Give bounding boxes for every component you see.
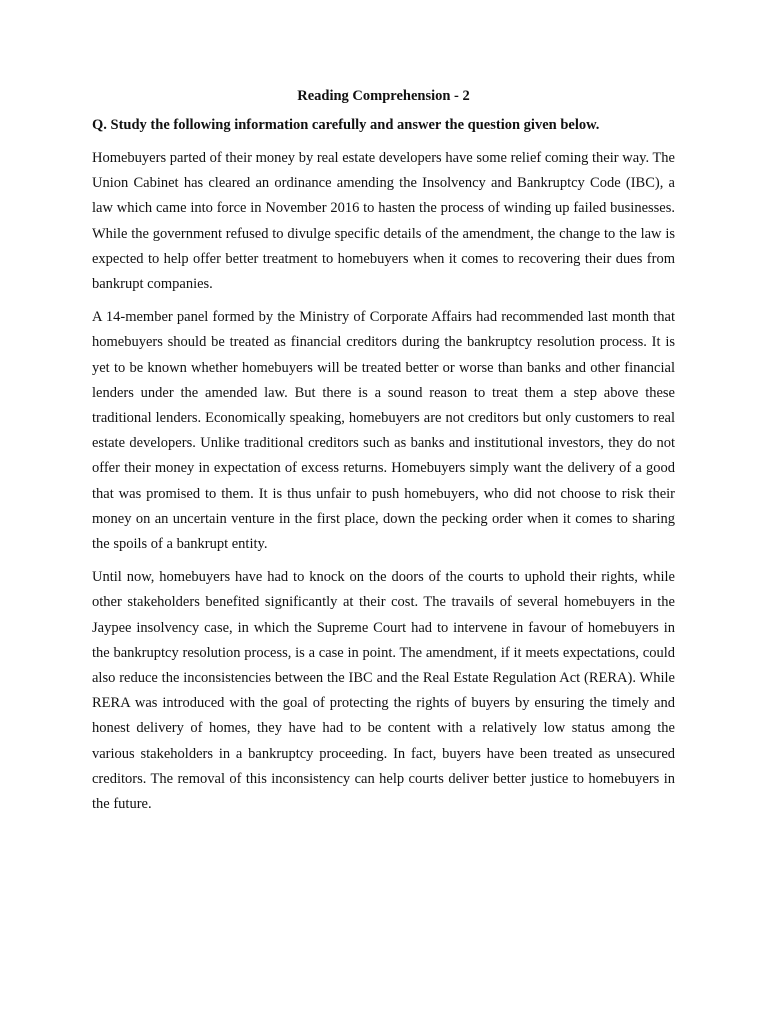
paragraph-1: Homebuyers parted of their money by real estate developers have some relief coming their way. The Union Cabinet has cleared an ordinance amending the Insolvency and Bankruptcy Code (IBC), a law which came into force in November 2016 to hasten the process of winding up failed businesses. While the government refused to divulge specific details of the amendment, the change to the law is expected to help offer better treatment to homebuyers when it comes to recovering their dues from bankrupt companies. xyxy=(92,150,675,293)
document-page xyxy=(92,86,675,825)
question-prompt: Q. Study the following information carefully and answer the question given below. xyxy=(92,117,600,133)
paragraph-3: Until now, homebuyers have had to knock on the doors of the courts to uphold their rights, while other stakeholders benefited significantly at their cost. The travails of several homebuyers in the Jaypee insolvency case, in which the Supreme Court had to intervene in favour of homebuyers in the bankruptcy resolution process, is a case in point. The amendment, if it meets expectations, could also reduce the inconsistencies between the IBC and the Real Estate Regulation Act (RERA). While RERA was introduced with the goal of protecting the rights of buyers by ensuring the timely and honest delivery of homes, they have had to be content with a relatively low status among the various stakeholders in a bankruptcy proceeding. In fact, buyers have been treated as unsecured creditors. The removal of this inconsistency can help courts deliver better justice to homebuyers in the future. xyxy=(92,569,675,813)
page-title: Reading Comprehension - 2 xyxy=(297,88,470,104)
paragraph-2: A 14-member panel formed by the Ministry of Corporate Affairs had recommended last month that homebuyers should be treated as financial creditors during the bankruptcy resolution process. It is yet to be known whether homebuyers will be treated better or worse than banks and other financial lenders under the amended law. But there is a sound reason to treat them a step above these traditional lenders. Economically speaking, homebuyers are not creditors but only customers to real estate developers. Unlike traditional creditors such as banks and institutional investors, they do not offer their money in expectation of excess returns. Homebuyers simply want the delivery of a good that was promised to them. It is thus unfair to push homebuyers, who did not choose to risk their money on an uncertain venture in the first place, down the pecking order when it comes to sharing the spoils of a bankrupt entity. xyxy=(92,309,675,553)
